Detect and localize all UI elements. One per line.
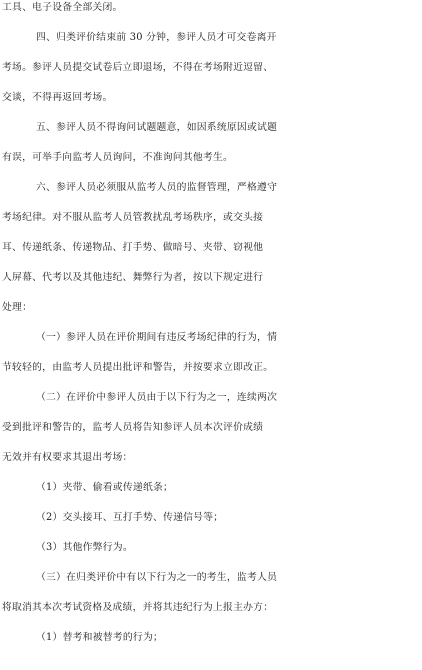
- text-line: 将取消其本次考试资格及成绩，并将其违纪行为上报主办方：: [2, 602, 274, 613]
- text-line: 交谈，不得再返回考场。: [2, 92, 113, 103]
- text-line: （1）替考和被替考的行为；: [36, 632, 164, 643]
- text-line: 考场。参评人员提交试卷后立即退场，不得在考场附近逗留、: [2, 62, 274, 73]
- text-line: 受到批评和警告的，监考人员将告知参评人员本次评价成绩: [2, 422, 264, 433]
- text-line: 处理：: [2, 302, 33, 313]
- text-line: （二）在评价中参评人员由于以下行为之一，连续两次: [36, 392, 278, 403]
- text-line: 节较轻的，由监考人员提出批评和警告，并按要求立即改正。: [2, 362, 274, 373]
- text-line: 无效并有权要求其退出考场：: [2, 452, 133, 463]
- text-line: （2）交头接耳、互打手势、传递信号等；: [36, 512, 224, 523]
- text-line: 四、归类评价结束前 30 分钟，参评人员才可交卷离开: [36, 32, 277, 43]
- text-line: 耳、传递纸条、传递物品、打手势、做暗号、夹带、窃视他: [2, 242, 264, 253]
- text-line: 工具、电子设备全部关闭。: [2, 2, 123, 13]
- text-line: 六、参评人员必须服从监考人员的监督管理，严格遵守: [36, 182, 278, 193]
- text-line: 五、参评人员不得询问试题题意，如因系统原因或试题: [36, 122, 278, 133]
- text-line: （三）在归类评价中有以下行为之一的考生，监考人员: [36, 572, 278, 583]
- text-line: 人屏幕、代考以及其他违纪、舞弊行为者，按以下规定进行: [2, 272, 264, 283]
- text-line: （一）参评人员在评价期间有违反考场纪律的行为，情: [36, 332, 278, 343]
- text-line: 考场纪律。对不服从监考人员管教扰乱考场秩序，或交头接: [2, 212, 264, 223]
- text-line: （1）夹带、偷看或传递纸条；: [36, 482, 174, 493]
- text-line: （3）其他作弊行为。: [36, 542, 133, 553]
- text-line: 有误，可举手向监考人员询问，不准询问其他考生。: [2, 152, 234, 163]
